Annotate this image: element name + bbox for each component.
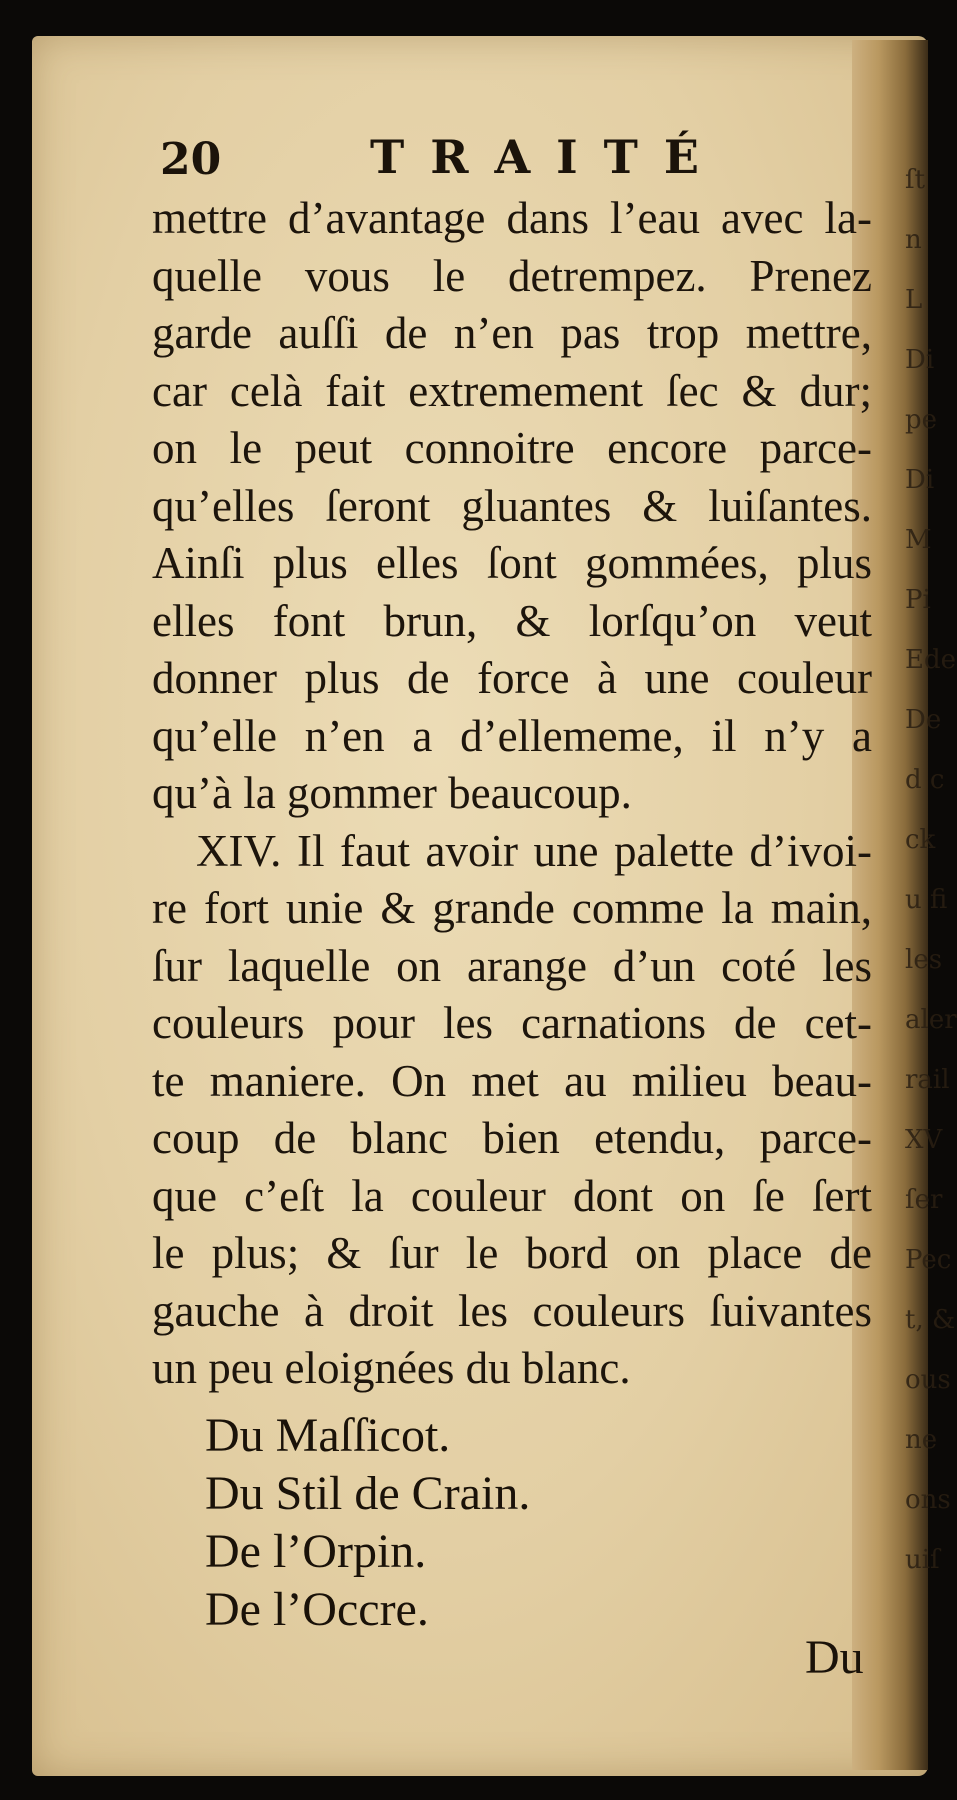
page-number: 20 xyxy=(160,134,222,185)
facing-page-fragment: Di xyxy=(905,345,935,375)
text-line: garde auſſi de n’en pas trop mettre, xyxy=(152,308,872,358)
facing-page-fragment: ck xyxy=(905,825,936,855)
facing-page-fragment: les xyxy=(905,945,943,975)
text-line: te maniere. On met au milieu beau- xyxy=(152,1055,872,1106)
facing-page-fragment: M xyxy=(905,525,932,555)
text-line: un peu eloignées du blanc. xyxy=(152,1343,631,1393)
text-line: le plus; & ſur le bord on place de xyxy=(152,1228,872,1278)
text-line: qu’à la gommer beaucoup. xyxy=(152,768,632,818)
facing-page-fragment: uiſ xyxy=(905,1545,940,1575)
catchword: Du xyxy=(805,1631,864,1684)
text-line: quelle vous le detrempez. Prenez xyxy=(152,250,872,301)
section-start-line: XIV. Il faut avoir une palette d’ivoi- xyxy=(196,825,872,876)
facing-page-fragment: De xyxy=(905,705,942,735)
text-line: on le peut connoitre encore parce- xyxy=(152,423,872,473)
page-header xyxy=(160,130,860,190)
text-line: mettre d’avantage dans l’eau avec la- xyxy=(152,193,872,243)
facing-page-fragment: aler xyxy=(905,1005,957,1035)
text-line: coup de blanc bien etendu, parce- xyxy=(152,1113,872,1163)
facing-page-fragment: Ede xyxy=(905,645,957,675)
facing-page-fragment: Di xyxy=(905,465,935,495)
facing-page-fragment: t, & xyxy=(905,1305,956,1335)
color-list-item: Du Maſſicot. xyxy=(205,1409,451,1462)
color-list-item: Du Stil de Crain. xyxy=(205,1467,531,1520)
text-line: couleurs pour les carnations de cet- xyxy=(152,998,872,1048)
facing-page-fragment: ſer xyxy=(905,1185,943,1215)
color-list-item: De l’Orpin. xyxy=(205,1525,427,1578)
text-line: qu’elle n’en a d’ellememe, il n’y a xyxy=(152,710,872,761)
facing-page-fragment: rail xyxy=(905,1065,950,1095)
text-line: que c’eſt la couleur dont on ſe ſert xyxy=(152,1170,872,1221)
facing-page-fragment: ne xyxy=(905,1425,938,1455)
facing-page-fragment: ous xyxy=(905,1365,951,1395)
facing-page-fragment: XV xyxy=(905,1125,943,1155)
text-line: car celà fait extremement ſec & dur; xyxy=(152,365,872,416)
facing-page-edge xyxy=(905,150,957,1750)
facing-page-fragment: Pec xyxy=(905,1245,952,1275)
text-line: elles font brun, & lorſqu’on veut xyxy=(152,595,872,646)
facing-page-fragment: ſt xyxy=(905,165,926,195)
text-line: qu’elles ſeront gluantes & luiſantes. xyxy=(152,480,872,531)
text-line: Ainſi plus elles ſont gommées, plus xyxy=(152,538,872,588)
text-line: donner plus de force à une couleur xyxy=(152,653,872,703)
text-line: re fort unie & grande comme la main, xyxy=(152,883,872,933)
facing-page-fragment: ons xyxy=(905,1485,951,1515)
facing-page-fragment: L xyxy=(905,285,923,315)
color-list xyxy=(205,1407,530,1639)
color-list-item: De l’Occre. xyxy=(205,1583,429,1636)
facing-page-fragment: d c xyxy=(905,765,945,795)
facing-page-fragment: Pi xyxy=(905,585,931,615)
text-line: gauche à droit les couleurs ſuivantes xyxy=(152,1285,872,1336)
facing-page-fragment: u fi xyxy=(905,885,948,915)
body-text xyxy=(152,190,872,1398)
running-head: TRAITÉ xyxy=(370,130,725,184)
facing-page-fragment: n xyxy=(905,225,922,255)
text-line: ſur laquelle on arange d’un coté les xyxy=(152,940,872,991)
facing-page-fragment: pe xyxy=(905,405,938,435)
